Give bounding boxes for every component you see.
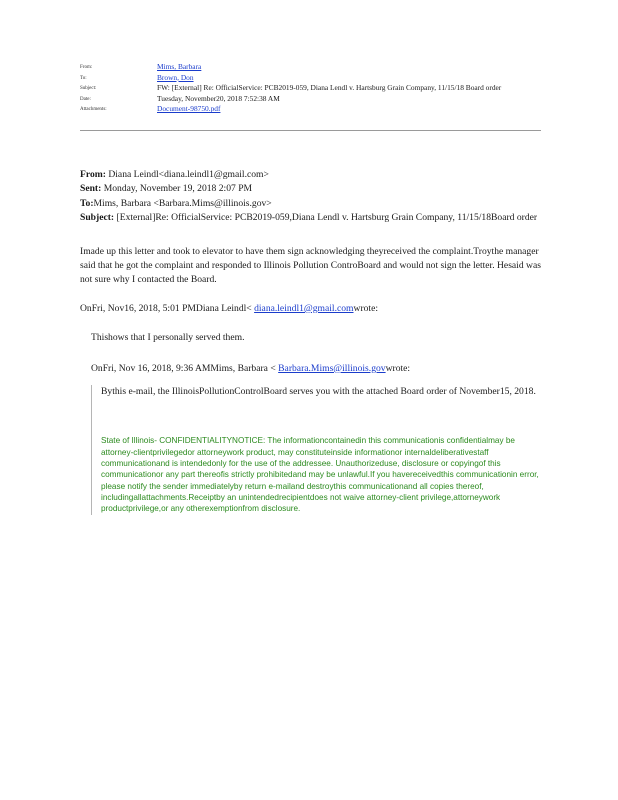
quote2-header — [91, 362, 542, 376]
print-header — [80, 62, 542, 115]
header-date-label: Date: — [80, 96, 91, 102]
quote2-header-suffix: wrote: — [385, 362, 411, 374]
quote2-email-link[interactable]: Barbara.Mims@illinois.gov — [278, 362, 386, 374]
quoted-reply-2 — [91, 385, 542, 514]
header-from-label: From: — [80, 65, 93, 70]
header-from-link[interactable]: Mims, Barbara — [157, 62, 202, 71]
header-to-link[interactable]: Brown, Don — [157, 72, 194, 82]
message-to-label: To: — [80, 197, 94, 209]
message-to-value: Mims, Barbara <Barbara.Mims@illinois.gov> — [93, 197, 272, 209]
quote2-text: Bythis e-mail, the IllinoisPollutionControlBoard serves you with the attached Board order of November15, 2018. — [101, 386, 536, 398]
header-subject-value: FW: [External] Re: OfficialService: PCB2019-059, Diana Lendl v. Hartsburg Grain Company, 11/15/18 Board order — [157, 83, 502, 93]
confidentiality-notice: State of Illinois- CONFIDENTIALITYNOTICE: The informationcontainedin this communicationis confidentialmay be attorney-clientprivilegedor attorneywork product, may constituteinside informationor internaldeliberativestaff communicationand is intendedonly for the use of the addressee. Unauthorizeduse, disclosure or copyingof this communicationor any part thereofis strictly prohibitedand may be unlawful.If you havereceivedthis communicationin error, please notify the sender immediatelyby return e-mailand destroythis communicationand all copies thereof, includingallattachments.Receiptby an unintendedrecipientdoes not waive attorney-client privilege,attorneywork productprivilege,or any otherexemptionfrom disclosure. — [101, 436, 539, 514]
quote1-header-suffix: wrote: — [353, 302, 379, 314]
message-subject-line — [80, 211, 542, 225]
message-from-value: Diana Leindl<diana.leindl1@gmail.com> — [105, 169, 269, 180]
message-subject-label: Subject: — [80, 212, 115, 224]
quote1-text: Thishows that I personally served them. — [91, 332, 245, 344]
quote1-header-prefix: OnFri, Nov16, 2018, 5:01 PMDiana Leindl< — [80, 302, 255, 314]
message-from-line — [80, 168, 542, 182]
header-date-row — [80, 94, 542, 105]
message-from-label: From: — [80, 169, 106, 180]
header-date-value: Tuesday, November20, 2018 7:52:38 AM — [157, 93, 280, 103]
header-from-row — [80, 62, 542, 73]
message-sent-line — [80, 182, 542, 196]
header-attachments-label: Attachments: — [80, 107, 107, 113]
message-sent-value: Monday, November 19, 2018 2:07 PM — [101, 183, 253, 195]
attachment-link[interactable]: Document-98750.pdf — [157, 104, 221, 114]
message-text: Imade up this letter and took to elevator to have them sign acknowledging theyreceived the complaint.Troythe manager said that he got the complaint and responded to Illinois Pollution ControBoard and would not sign the letter. Hesaid was not sure why I contacted the Board. — [80, 245, 541, 286]
quoted-reply-1 — [80, 302, 542, 515]
quote1-email-link[interactable]: diana.leindl1@gmail.com — [254, 302, 354, 314]
header-attachments-row — [80, 104, 542, 115]
header-subject-label: Subject: — [80, 86, 97, 92]
quote2-header-prefix: OnFri, Nov 16, 2018, 9:36 AMMims, Barbara < — [91, 362, 279, 374]
header-subject-row — [80, 83, 542, 94]
message-body — [80, 168, 542, 515]
message-subject-value: [External]Re: OfficialService: PCB2019-059,Diana Lendl v. Hartsburg Grain Company, 11/15/18Board order — [114, 212, 538, 224]
message-to-line — [80, 197, 542, 211]
quote1-header — [80, 302, 542, 316]
message-sent-label: Sent: — [80, 183, 102, 195]
header-to-row — [80, 73, 542, 84]
header-to-label: To: — [80, 75, 87, 81]
header-divider — [80, 130, 541, 131]
